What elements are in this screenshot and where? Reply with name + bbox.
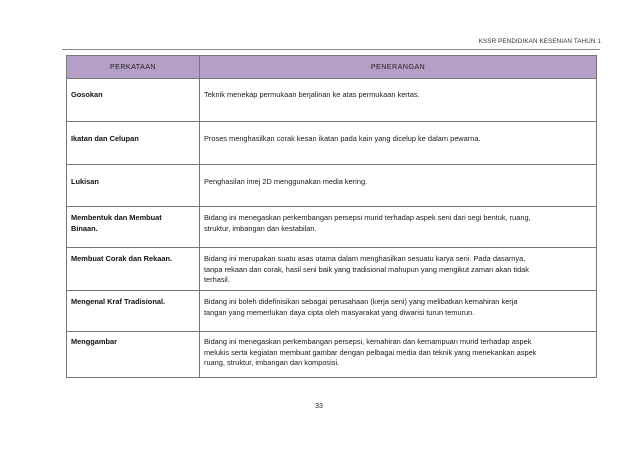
description-line: struktur, imbangan dan kestabilan. [204, 223, 317, 233]
description-line: tangan yang memerlukan daya cipta oleh masyarakat yang diwarisi turun temurun. [204, 307, 475, 317]
header-divider [62, 49, 600, 50]
term-line: Membentuk dan Membuat [71, 213, 162, 222]
table-row [67, 122, 597, 165]
description-cell [200, 207, 597, 248]
term-cell: Menggambar [67, 332, 200, 378]
description-cell [200, 248, 597, 291]
term-cell: Membuat Corak dan Rekaan. [67, 248, 200, 291]
description-cell [200, 122, 597, 165]
description-line: tanpa rekaan dan corak, hasil seni baik yang tradisional mahupun yang mengikut zaman akan tidak [204, 264, 529, 274]
page-number: 33 [315, 403, 323, 410]
running-header: KSSR PENDIDIKAN KESENIAN TAHUN 1 [478, 38, 601, 45]
description-line: Bidang ini menegaskan perkembangan persepsi, kemahiran dan kemampuan murid terhadap aspek [204, 337, 532, 346]
table-row [67, 291, 597, 332]
column-header-term: PERKATAAN [67, 56, 200, 79]
description-cell [200, 332, 597, 378]
description-line: Bidang ini boleh didefinisikan sebagai perusahaan (kerja seni) yang melibatkan kemahiran kerja [204, 297, 518, 306]
term-cell: Lukisan [67, 165, 200, 207]
term-line: Binaan. [71, 223, 98, 233]
description-line: Penghasilan imej 2D menggunakan media kering. [204, 177, 368, 186]
table-row [67, 207, 597, 248]
description-line: Teknik menekap permukaan berjalinan ke atas permukaan kertas. [204, 90, 420, 99]
table-row [67, 332, 597, 378]
glossary-table [66, 55, 597, 378]
term-cell: Ikatan dan Celupan [67, 122, 200, 165]
description-cell [200, 79, 597, 122]
description-line: Bidang ini merupakan suatu asas utama dalam menghasilkan sesuatu karya seni. Pada dasarnya, [204, 254, 526, 263]
description-line: Bidang ini menegaskan perkembangan persepsi murid terhadap aspek seni dari segi bentuk, ruang, [204, 213, 531, 222]
term-cell [67, 207, 200, 248]
table-row [67, 79, 597, 122]
table-row [67, 248, 597, 291]
description-line: terhasil. [204, 275, 230, 285]
table-header-row [67, 56, 597, 79]
column-header-description: PENERANGAN [200, 56, 597, 79]
term-cell: Mengenal Kraf Tradisional. [67, 291, 200, 332]
term-cell: Gosokan [67, 79, 200, 122]
description-cell [200, 165, 597, 207]
description-line: melukis serta kegiatan membuat gambar dengan pelbagai media dan teknik yang menekankan aspek [204, 347, 537, 357]
description-line: ruang, struktur, imbangan dan komposisi. [204, 358, 340, 368]
description-cell [200, 291, 597, 332]
table-row [67, 165, 597, 207]
description-line: Proses menghasilkan corak kesan ikatan pada kain yang dicelup ke dalam pewarna. [204, 134, 481, 143]
